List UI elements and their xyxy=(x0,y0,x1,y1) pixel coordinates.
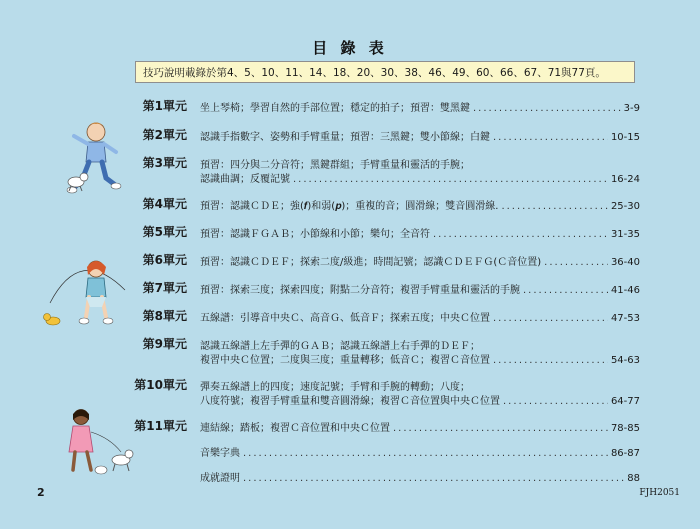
unit-label: 第8單元 xyxy=(142,309,187,323)
toc-entry[interactable] xyxy=(200,378,640,392)
toc-entry[interactable] xyxy=(200,197,640,211)
toc-entry[interactable] xyxy=(200,128,640,142)
entry-text: 複習中央Ｃ位置；二度與三度；重量轉移；低音Ｃ；複習Ｃ音位置 xyxy=(200,355,490,365)
toc-entry[interactable] xyxy=(200,170,640,184)
entry-text: 認識手指數字、姿勢和手臂重量；預習：三黑鍵；雙小節線；白鍵 xyxy=(200,132,490,142)
page-range: 88 xyxy=(627,473,640,483)
page-range: 54-63 xyxy=(610,355,640,365)
dot-leader xyxy=(243,473,624,483)
toc-entry-certificate[interactable] xyxy=(200,469,640,483)
unit-label: 第7單元 xyxy=(142,281,187,295)
toc-entry[interactable] xyxy=(200,351,640,365)
page-range: 36-40 xyxy=(610,257,640,267)
toc-entry[interactable] xyxy=(200,419,640,433)
toc-entry[interactable] xyxy=(200,253,640,267)
toc-entry[interactable] xyxy=(200,337,640,351)
entry-text: 預習：認識ＣＤＥＦ；探索二度/級進；時間記號；認識ＣＤＥＦＧ(Ｃ音位置) xyxy=(200,257,542,267)
unit-label: 第1單元 xyxy=(142,99,187,113)
toc-entry-music-dictionary[interactable] xyxy=(200,444,640,458)
entry-text: 坐上琴椅；學習自然的手部位置；穩定的拍子；預習：雙黑鍵 xyxy=(200,103,470,113)
entry-text: 認識曲調；反覆記號 xyxy=(200,174,290,184)
entry-text: 八度符號；複習手臂重量和雙音圓滑線；複習Ｃ音位置與中央Ｃ位置 xyxy=(200,396,500,406)
dot-leader xyxy=(493,355,608,365)
page-range: 78-85 xyxy=(610,423,640,433)
unit-label: 第9單元 xyxy=(142,337,187,351)
unit-label: 第2單元 xyxy=(142,128,187,142)
dot-leader xyxy=(493,313,608,323)
page-range: 25-30 xyxy=(610,201,640,211)
dot-leader xyxy=(293,174,608,184)
entry-text: 五線譜：引導音中央Ｃ、高音Ｇ、低音Ｆ；探索五度；中央Ｃ位置 xyxy=(200,313,490,323)
page-range: 64-77 xyxy=(610,396,640,406)
toc-entry[interactable] xyxy=(200,225,640,239)
page-range: 47-53 xyxy=(610,313,640,323)
dot-leader xyxy=(523,285,608,295)
unit-label: 第6單元 xyxy=(142,253,187,267)
girl-walking-dogs-illustration xyxy=(55,408,145,483)
entry-text: 成就證明 xyxy=(200,473,240,483)
unit-label: 第4單元 xyxy=(142,197,187,211)
page-range: 41-46 xyxy=(610,285,640,295)
entry-text: 彈奏五線譜上的四度；速度記號；手臂和手腕的轉動；八度； xyxy=(200,382,470,392)
dog-illustration xyxy=(62,170,90,192)
page-range: 16-24 xyxy=(610,174,640,184)
entry-text: 預習：四分與二分音符；黑鍵群組；手臂重量和靈活的手腕； xyxy=(200,160,470,170)
toc-entry[interactable] xyxy=(200,392,640,406)
entry-text: 預習：探索三度；探索四度；附點二分音符；複習手臂重量和靈活的手腕 xyxy=(200,285,520,295)
technique-note-box: 技巧說明載錄於第4、5、10、11、14、18、20、30、38、46、49、60、66、67、71與77頁。 xyxy=(135,61,635,83)
page-number: 2 xyxy=(37,486,45,499)
toc-entry[interactable] xyxy=(200,156,640,170)
page-range: 86-87 xyxy=(610,448,640,458)
catalog-code: FJH2051 xyxy=(639,488,680,498)
page-range: 3-9 xyxy=(623,103,640,113)
dot-leader xyxy=(501,201,608,211)
unit-label: 第5單元 xyxy=(142,225,187,239)
dot-leader xyxy=(544,257,608,267)
cat-illustration xyxy=(42,310,64,328)
toc-entry[interactable] xyxy=(200,309,640,323)
entry-text: 音樂字典 xyxy=(200,448,240,458)
toc-entry[interactable] xyxy=(200,281,640,295)
dot-leader xyxy=(433,229,608,239)
entry-text: 預習：認識ＣＤＥ；強(𝒇)和弱(𝒑)；重複的音；圓滑線；雙音圓滑線. xyxy=(200,201,499,211)
dot-leader xyxy=(493,132,608,142)
entry-text: 認識五線譜上左手彈的ＧＡＢ；認識五線譜上右手彈的ＤＥＦ； xyxy=(200,341,480,351)
unit-label: 第11單元 xyxy=(134,419,187,433)
entry-text: 預習：認識ＦＧＡＢ；小節線和小節；樂句；全音符 xyxy=(200,229,430,239)
page-range: 10-15 xyxy=(610,132,640,142)
page-range: 31-35 xyxy=(610,229,640,239)
dot-leader xyxy=(393,423,608,433)
unit-label: 第10單元 xyxy=(134,378,187,392)
toc-entry[interactable] xyxy=(200,99,640,113)
entry-text: 連結線；踏板；複習Ｃ音位置和中央Ｃ位置 xyxy=(200,423,390,433)
dot-leader xyxy=(473,103,621,113)
unit-label: 第3單元 xyxy=(142,156,187,170)
page-title: 目 錄 表 xyxy=(312,39,388,57)
dot-leader xyxy=(243,448,608,458)
dot-leader xyxy=(503,396,608,406)
